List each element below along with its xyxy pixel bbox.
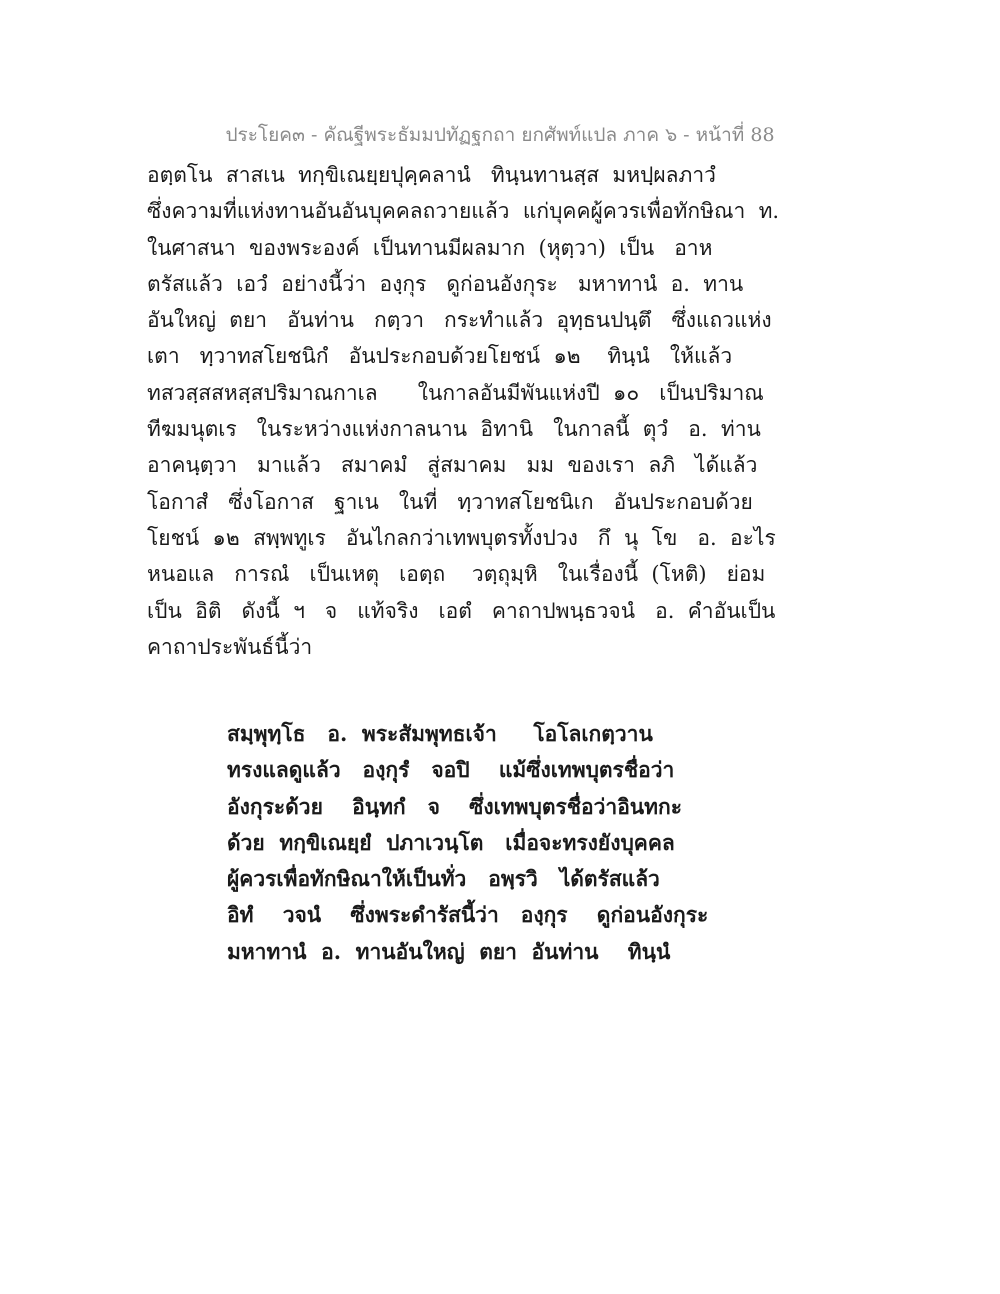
prose-line: หนอแล การณํ เป็นเหตุ เอตฺถ วตฺถุมฺหิ ในเรื่องนี้ (โหติ) ย่อม (147, 562, 766, 587)
verse-line: ทรงแลดูแล้ว องฺกุรํ จอปิ แม้ซึ่งเทพบุตรชื่อว่า (227, 757, 675, 783)
prose-line: เป็น อิติ ดังนี้ ฯ จ แท้จริง เอตํ คาถาปพนฺธวจนํ อ. คำอันเป็น (147, 598, 776, 623)
prose-line: อาคนฺตฺวา มาแล้ว สมาคมํ สู่สมาคม มม ของเรา ลภิ ได้แล้ว (147, 453, 758, 478)
verse-line: มหาทานํ อ. ทานอันใหญ่ ตยา อันท่าน ทินฺนํ (227, 938, 671, 964)
prose-block (147, 157, 867, 665)
prose-line: ทสวสฺสสหสฺสปริมาณกาเล ในกาลอันมีพันแห่งปี ๑๐ เป็นปริมาณ (147, 380, 764, 405)
prose-line: ทีฆมนุตเร ในระหว่างแห่งกาลนาน อิทานิ ในกาลนี้ ตุวํ อ. ท่าน (147, 417, 761, 442)
verse-line: สมฺพุทฺโธ อ. พระสัมพุทธเจ้า โอโลเกตฺวาน (227, 721, 653, 746)
prose-line: ซึ่งความที่แห่งทานอันอันบุคคลถวายแล้ว แก่บุคคผู้ควรเพื่อทักษิณา ท. (147, 199, 780, 224)
prose-line: ในศาสนา ของพระองค์ เป็นทานมีผลมาก (หุตฺวา) เป็น อาห (147, 235, 713, 260)
prose-line: ตรัสแล้ว เอวํ อย่างนี้ว่า องฺกุร ดูก่อนอังกุระ มหาทานํ อ. ทาน (147, 271, 744, 296)
prose-line: โยชน์ ๑๒ สพฺพทูเร อันไกลกว่าเทพบุตรทั้งปวง กึ นุ โข อ. อะไร (147, 525, 776, 550)
prose-line: อตฺตโน สาสเน ทกฺขิเณยฺยปุคฺคลานํ ทินฺนทานสฺส มหปฺผลภาวํ (147, 163, 716, 187)
prose-line: อันใหญ่ ตยา อันท่าน กตฺวา กระทำแล้ว อุทฺธนปนฺตึ ซึ่งแถวแห่ง (147, 308, 772, 333)
verse-line: อังกุระด้วย อินฺทกํ จ ซึ่งเทพบุตรชื่อว่าอินทกะ (227, 793, 682, 819)
verse-line: ผู้ควรเพื่อทักษิณาให้เป็นทั่ว อพฺรวิ ได้ตรัสแล้ว (227, 866, 660, 892)
prose-line: โอกาสํ ซึ่งโอกาส ฐาเน ในที่ ทฺวาทสโยชนิเก อันประกอบด้วย (147, 489, 753, 514)
verse-line: อิทํ วจนํ ซึ่งพระดำรัสนี้ว่า องฺกุร ดูก่อนอังกุระ (227, 902, 709, 928)
verse-line: ด้วย ทกฺขิเณยฺยํ ปภาเวนฺโต เมื่อจะทรงยังบุคคล (227, 829, 675, 855)
prose-line: คาถาประพันธ์นี้ว่า (147, 634, 313, 659)
verse-block (227, 716, 867, 970)
prose-line: เตา ทฺวาทสโยชนิกํ อันประกอบด้วยโยชน์ ๑๒ ทินฺนํ ให้แล้ว (147, 344, 733, 369)
page-header: ประโยค๓ - คัณฐีพระธัมมปทัฏฐกถา ยกศัพท์แปล ภาค ๖ - หน้าที่ 88 (225, 124, 775, 146)
